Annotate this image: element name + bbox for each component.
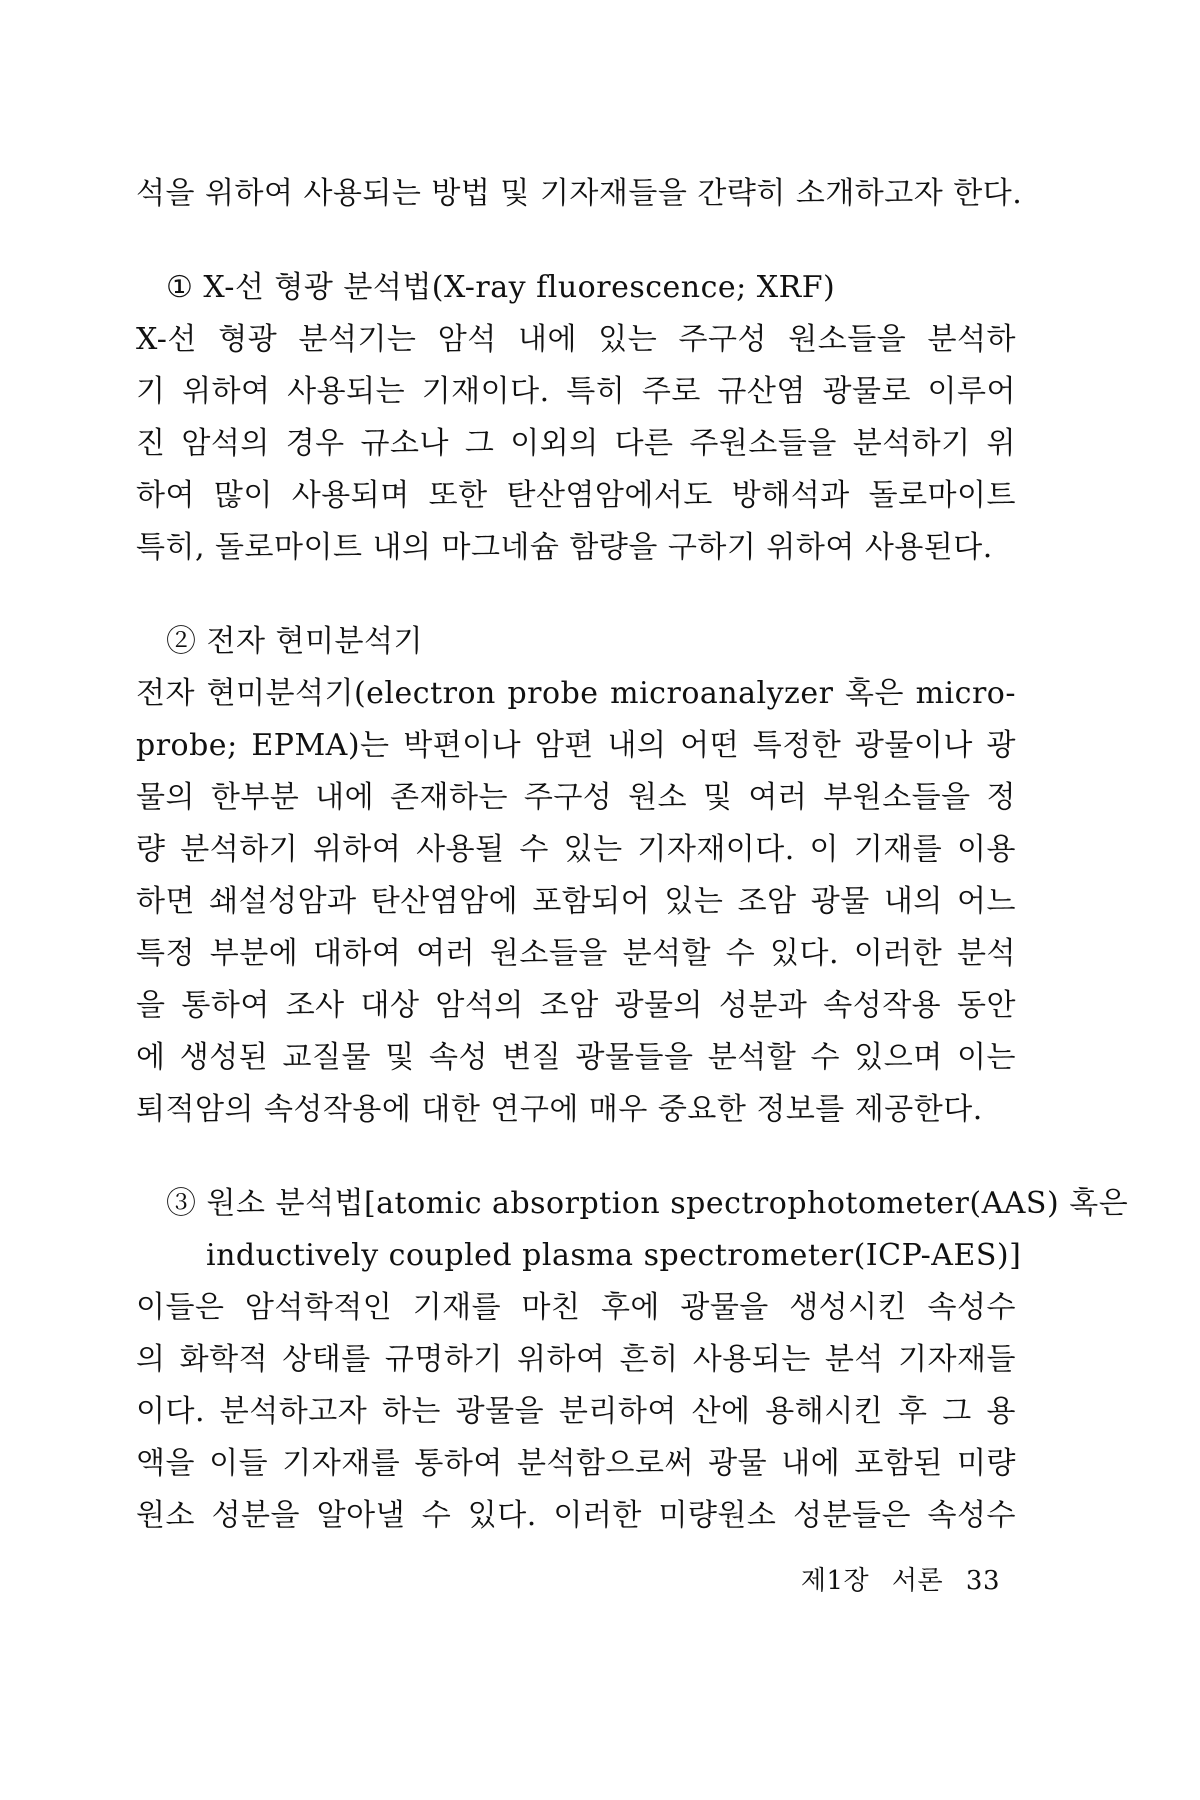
- paragraph-line: 이다. 분석하고자 하는 광물을 분리하여 산에 용해시킨 후 그 용: [136, 1394, 1016, 1429]
- paragraph-line: 에 생성된 교질물 및 속성 변질 광물들을 분석할 수 있으며 이는: [136, 1040, 1016, 1075]
- paragraph-line: 량 분석하기 위하여 사용될 수 있는 기자재이다. 이 기재를 이용: [136, 832, 1016, 867]
- spacer: [136, 574, 1016, 616]
- section-heading-aas-cont: inductively coupled plasma spectrometer(ICP-AES)]: [206, 1238, 1022, 1273]
- spacer: [136, 1136, 1016, 1178]
- paragraph-line: 퇴적암의 속성작용에 대한 연구에 매우 중요한 정보를 제공한다.: [136, 1092, 983, 1127]
- paragraph-line: 전자 현미분석기(electron probe microanalyzer 혹은 micro-: [136, 676, 1016, 711]
- paragraph-line: 원소 성분을 알아낼 수 있다. 이러한 미량원소 성분들은 속성수: [136, 1498, 1016, 1533]
- chapter-title: 서론: [891, 1566, 944, 1596]
- paragraph-line: 특정 부분에 대하여 여러 원소들을 분석할 수 있다. 이러한 분석: [136, 936, 1016, 971]
- paragraph-line: 기 위하여 사용되는 기재이다. 특히 주로 규산염 광물로 이루어: [136, 374, 1016, 409]
- section-heading-aas: ③ 원소 분석법[atomic absorption spectrophotometer(AAS) 혹은: [166, 1186, 1129, 1221]
- paragraph-line: 을 통하여 조사 대상 암석의 조암 광물의 성분과 속성작용 동안: [136, 988, 1016, 1023]
- paragraph-line: 물의 한부분 내에 존재하는 주구성 원소 및 여러 부원소들을 정: [136, 780, 1016, 815]
- body-text: [136, 168, 1129, 1542]
- paragraph-line: 이들은 암석학적인 기재를 마친 후에 광물을 생성시킨 속성수: [136, 1290, 1016, 1325]
- page-number: 33: [965, 1566, 1000, 1596]
- intro-line: 석을 위하여 사용되는 방법 및 기자재들을 간략히 소개하고자 한다.: [136, 176, 1023, 211]
- paragraph-line: 하여 많이 사용되며 또한 탄산염암에서도 방해석과 돌로마이트: [136, 478, 1016, 513]
- paragraph-line: 의 화학적 상태를 규명하기 위하여 흔히 사용되는 분석 기자재들: [136, 1342, 1016, 1377]
- paragraph-line: 액을 이들 기자재를 통하여 분석함으로써 광물 내에 포함된 미량: [136, 1446, 1016, 1481]
- paragraph-line: 하면 쇄설성암과 탄산염암에 포함되어 있는 조암 광물 내의 어느: [136, 884, 1016, 919]
- chapter-label: 제1장: [800, 1566, 870, 1596]
- spacer: [136, 220, 1016, 262]
- section-heading-epma: ② 전자 현미분석기: [166, 624, 423, 659]
- paragraph-line: 진 암석의 경우 규소나 그 이외의 다른 주원소들을 분석하기 위: [136, 426, 1016, 461]
- paragraph-line: probe; EPMA)는 박편이나 암편 내의 어떤 특정한 광물이나 광: [136, 728, 1016, 763]
- paragraph-line: X-선 형광 분석기는 암석 내에 있는 주구성 원소들을 분석하: [136, 322, 1016, 357]
- section-heading-xrf: ① X-선 형광 분석법(X-ray fluorescence; XRF): [166, 270, 836, 305]
- page-footer: [801, 1560, 1000, 1597]
- paragraph-line: 특히, 돌로마이트 내의 마그네슘 함량을 구하기 위하여 사용된다.: [136, 530, 993, 565]
